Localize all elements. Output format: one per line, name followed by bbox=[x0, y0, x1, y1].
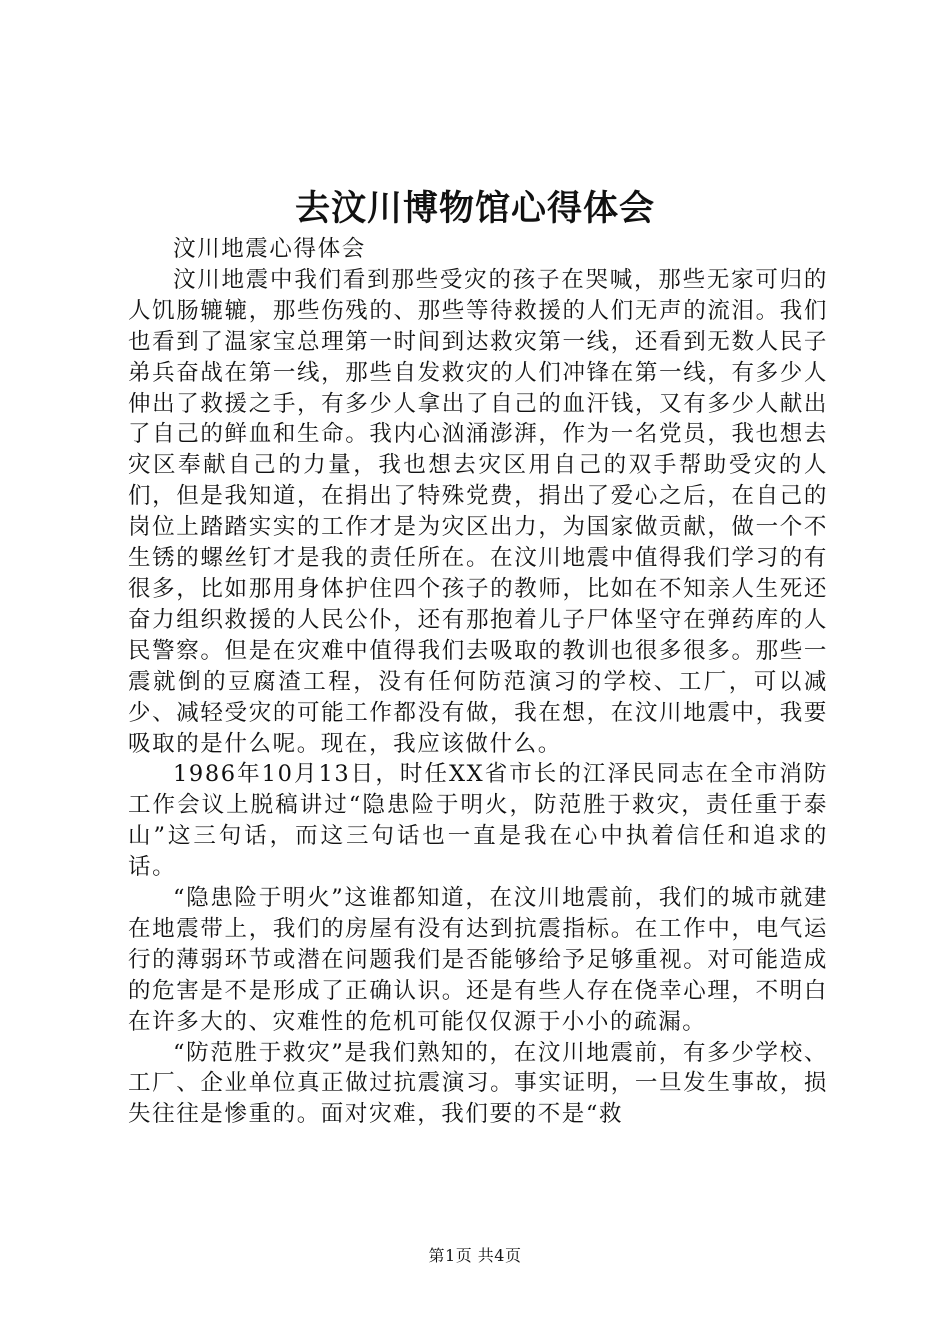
page-number-footer: 第1页 共4页 bbox=[428, 1246, 522, 1265]
paragraph: 1986年10月13日，时任XX省市长的江泽民同志在全市消防工作会议上脱稿讲过“隐患险于明火，防范胜于救灾，责任重于泰山”这三句话，而这三句话也一直是我在心中执着信任和追求的话。 bbox=[128, 761, 828, 881]
paragraph: “防范胜于救灾”是我们熟知的，在汶川地震前，有多少学校、工厂、企业单位真正做过抗震演习。事实证明，一旦发生事故，损失往往是惨重的。面对灾难，我们要的不是“救 bbox=[128, 1039, 828, 1128]
paragraph: 汶川地震中我们看到那些受灾的孩子在哭喊，那些无家可归的人饥肠辘辘，那些伤残的、那些等待救援的人们无声的流泪。我们也看到了温家宝总理第一时间到达救灾第一线，还看到无数人民子弟兵奋战在第一线，那些自发救灾的人们冲锋在第一线，有多少人伸出了救援之手，有多少人拿出了自己的血汗钱，又有多少人献出了自己的鲜血和生命。我内心汹涌澎湃，作为一名党员，我也想去灾区奉献自己的力量，我也想去灾区用自己的双手帮助受灾的人们，但是我知道，在捐出了特殊党费，捐出了爱心之后，在自己的岗位上踏踏实实的工作才是为灾区出力，为国家做贡献，做一个不生锈的螺丝钉才是我的责任所在。在汶川地震中值得我们学习的有很多，比如那用身体护住四个孩子的教师，比如在不知亲人生死还奋力组织救援的人民公仆，还有那抱着儿子尸体坚守在弹药库的人民警察。但是在灾难中值得我们去吸取的教训也很多很多。那些一震就倒的豆腐渣工程，没有任何防范演习的学校、工厂，可以减少、减轻受灾的可能工作都没有做，我在想，在汶川地震中，我要吸取的是什么呢。现在，我应该做什么。 bbox=[128, 266, 828, 757]
document-title: 去汶川博物馆心得体会 bbox=[294, 188, 655, 229]
document-body bbox=[128, 234, 828, 1130]
subheading: 汶川地震心得体会 bbox=[173, 236, 366, 262]
paragraph: “隐患险于明火”这谁都知道，在汶川地震前，我们的城市就建在地震带上，我们的房屋有没有达到抗震指标。在工作中，电气运行的薄弱环节或潜在问题我们是否能够给予足够重视。对可能造成的危害是不是形成了正确认识。还是有些人存在侥幸心理，不明白在许多大的、灾难性的危机可能仅仅源于小小的疏漏。 bbox=[128, 885, 828, 1035]
